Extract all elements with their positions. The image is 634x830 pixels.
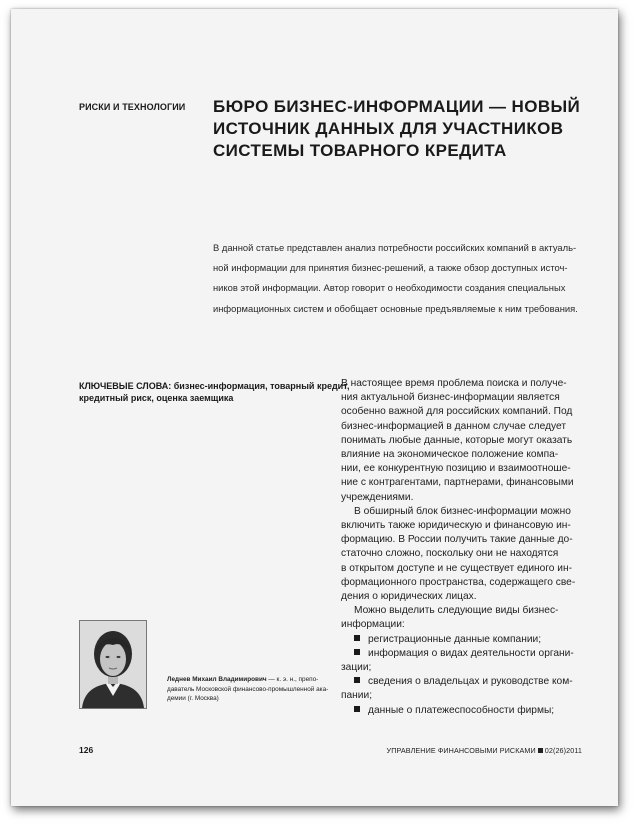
keywords-line: кредитный риск, оценка заемщика [79, 393, 234, 403]
author-line [167, 675, 337, 685]
bullet-item [341, 647, 591, 661]
body-line: влияние на экономическое положение компа- [341, 449, 559, 461]
body-line: формацию. В России получить такие данные до- [341, 534, 573, 546]
journal-footer [387, 746, 582, 755]
bullet-continuation: зации; [341, 662, 372, 674]
body-line: дения о юридических лицах. [341, 591, 477, 603]
author-line: демии (г. Москва) [167, 695, 219, 702]
body-line: формационного пространства, содержащего све- [341, 576, 576, 588]
abstract-line: В данной статье представлен анализ потребности российских компаний в актуаль- [213, 242, 577, 253]
abstract-line: ной информации для принятия бизнес-решений, а также обзор доступных источ- [213, 262, 568, 274]
bullet-square-icon [354, 649, 360, 655]
author-credentials: — к. э. н., препо- [266, 676, 319, 683]
body-line: в открытом доступе и не существует единого ин- [341, 562, 573, 574]
body-line: бизнес-информацией в данном случае следует [341, 420, 566, 432]
bullet-item [341, 704, 591, 718]
magazine-page [11, 9, 618, 806]
bullet-continuation: пании; [341, 690, 373, 702]
body-line: информации: [341, 619, 405, 631]
article-abstract [213, 238, 593, 319]
article-title [213, 96, 603, 162]
bullet-text: сведения о владельцах и руководстве ком- [368, 676, 573, 688]
body-line: ния актуальной бизнес-информации является [341, 392, 560, 404]
bullet-square-icon [354, 706, 360, 712]
author-bio [167, 675, 337, 704]
body-line: нии, ее конкурентную позицию и взаимоотноше- [341, 463, 571, 475]
author-name: Леднев Михаил Владимирович [167, 676, 267, 683]
keywords-line: КЛЮЧЕВЫЕ СЛОВА: бизнес-информация, товарный кредит, [79, 381, 350, 391]
bullet-text: данные о платежеспособности фирмы; [368, 704, 555, 716]
abstract-line: ников этой информации. Автор говорит о необходимости создания специальных [213, 282, 566, 294]
body-line: В настоящее время проблема поиска и получе- [341, 378, 567, 389]
journal-name: УПРАВЛЕНИЕ ФИНАНСОВЫМИ РИСКАМИ [386, 746, 536, 755]
body-line: ние с контрагентами, партнерами, финансовыми [341, 477, 574, 489]
section-label: РИСКИ И ТЕХНОЛОГИИ [79, 102, 186, 112]
author-photo [79, 620, 147, 709]
author-line: даватель Московской финансово-промышленной ака- [167, 685, 329, 693]
page-number: 126 [79, 745, 94, 755]
title-line: БЮРО БИЗНЕС-ИНФОРМАЦИИ — НОВЫЙ [213, 97, 581, 116]
title-line: СИСТЕМЫ ТОВАРНОГО КРЕДИТА [213, 141, 507, 160]
body-line: учреждениями. [341, 491, 414, 503]
bullet-item [341, 633, 591, 647]
bullet-item [341, 675, 591, 689]
body-line: понимать любые данные, которые могут оказать [341, 434, 573, 446]
journal-issue: 02(26)2011 [544, 746, 582, 755]
body-line: Можно выделить следующие виды бизнес- [354, 605, 559, 617]
abstract-line: информационных систем и обобщает основные предъявляемые к ним требования. [213, 302, 578, 314]
bullet-text: информация о видах деятельности органи- [368, 647, 574, 659]
bullet-square-icon [354, 635, 360, 641]
separator-square-icon [538, 748, 543, 753]
body-line: В обширный блок бизнес-информации можно [354, 505, 571, 517]
article-body [341, 377, 591, 718]
bullet-text: регистрационные данные компании; [368, 633, 542, 645]
author-portrait-icon [80, 621, 146, 708]
body-line: включить также юридическую и финансовую ин- [341, 520, 571, 532]
keywords [79, 380, 350, 404]
body-line: статочно сложно, поскольку они не находятся [341, 548, 559, 560]
bullet-square-icon [354, 677, 360, 683]
title-line: ИСТОЧНИК ДАННЫХ ДЛЯ УЧАСТНИКОВ [213, 119, 564, 138]
body-line: особенно важной для российских компаний. Под [341, 406, 573, 418]
